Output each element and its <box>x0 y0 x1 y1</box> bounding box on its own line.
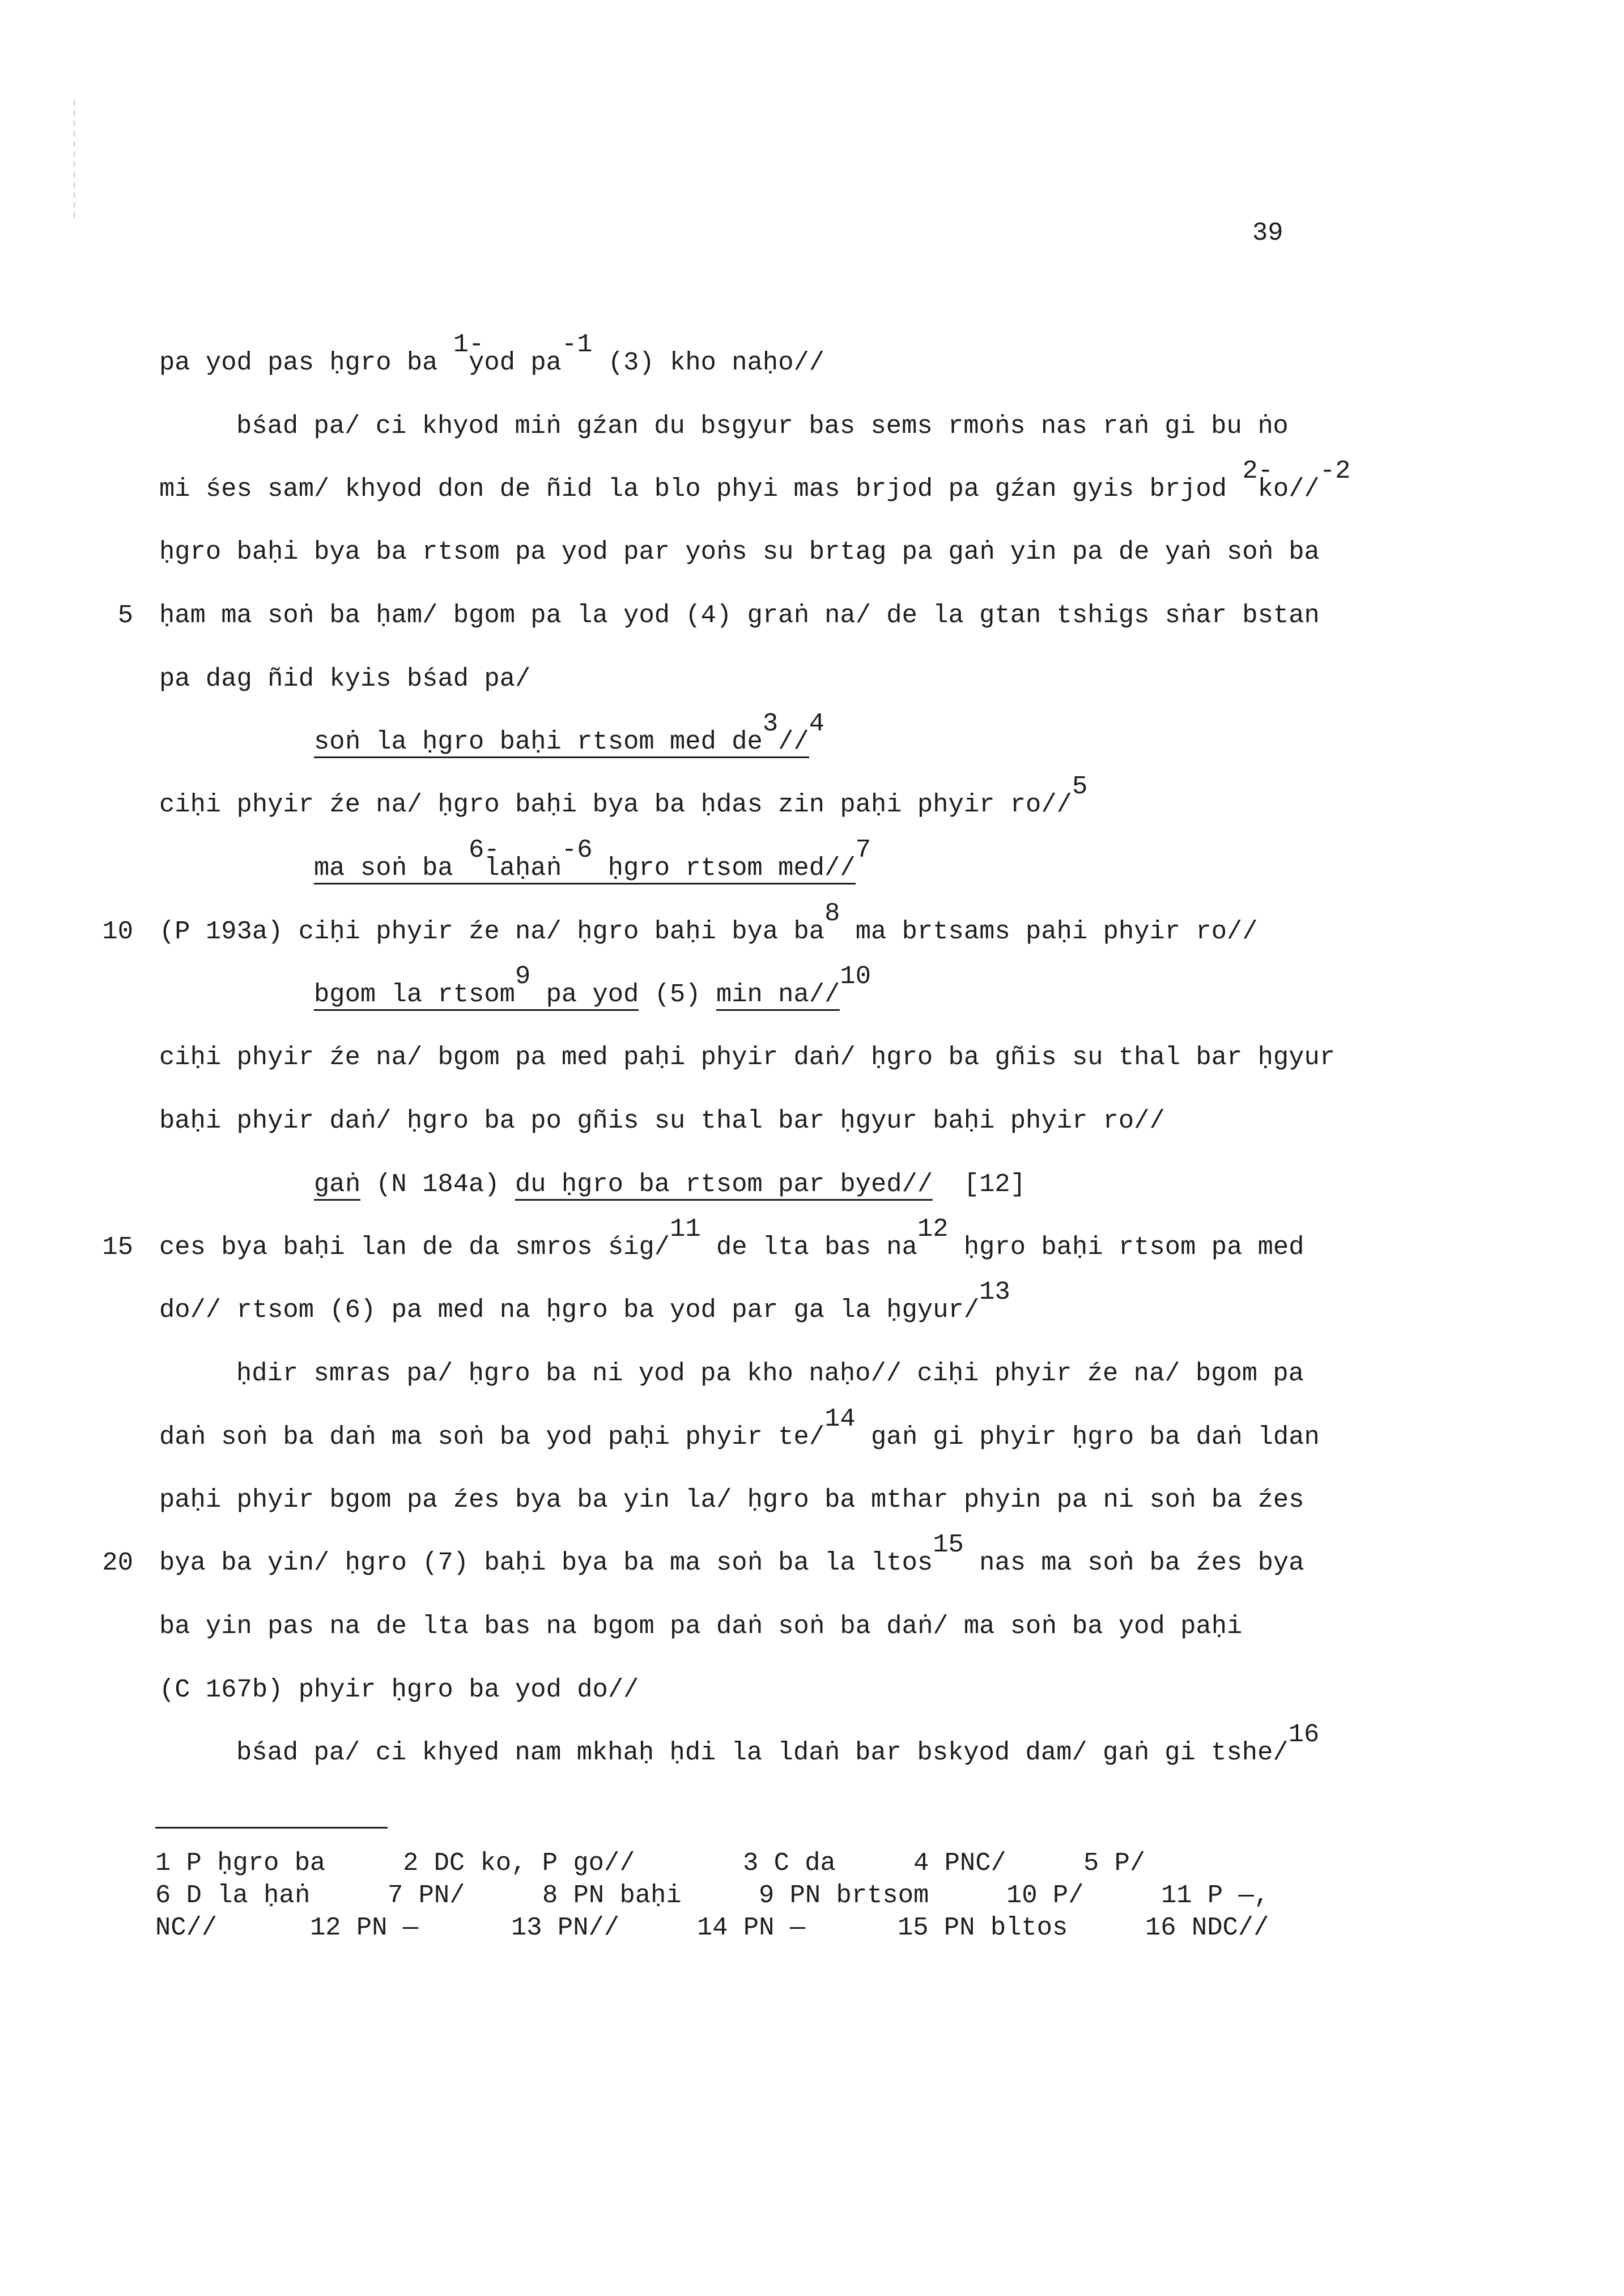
text-run: daṅ soṅ ba daṅ ma soṅ ba yod paḥi phyir te/ <box>159 1422 825 1452</box>
underlined-verse <box>314 835 856 885</box>
text-line <box>159 1530 1304 1578</box>
text-line <box>159 1487 1304 1513</box>
footnote: NC// <box>155 1913 218 1942</box>
footnote: 8 PN baḥi <box>542 1881 682 1910</box>
variant-start-marker: 1- <box>453 330 484 360</box>
footnote-ref: 15 <box>933 1530 964 1560</box>
text-run: bśad pa/ ci khyod miṅ gźan du bsgyur bas sems rmoṅs nas raṅ gi bu ṅo <box>236 411 1289 441</box>
folio-ref: (5) <box>639 980 716 1009</box>
footnote: 15 PN bltos <box>898 1913 1068 1942</box>
variant-end-marker: -2 <box>1319 456 1351 486</box>
text-run: de lta bas na <box>700 1232 917 1262</box>
text-run: min na// <box>716 980 840 1009</box>
text-run: pa yod <box>530 980 639 1009</box>
line-number: 15 <box>102 1232 133 1262</box>
footnote: 5 P/ <box>1083 1848 1146 1878</box>
footnote-ref: 8 <box>824 899 840 929</box>
footnote: 6 D la ḥaṅ <box>155 1881 311 1910</box>
text-run: ḥdir smras pa/ ḥgro ba ni yod pa kho naḥo// ciḥi phyir źe na/ bgom pa <box>236 1359 1304 1388</box>
underlined-verse <box>314 962 639 1011</box>
underlined-verse <box>314 1170 360 1201</box>
footnote: 2 DC ko, P go// <box>403 1848 635 1878</box>
text-run: (C 167b) phyir ḥgro ba yod do// <box>159 1675 639 1704</box>
text-line <box>236 411 1289 441</box>
text-run: pa dag ñid kyis bśad pa/ <box>159 664 531 694</box>
text-line <box>159 1045 1335 1071</box>
text-run: gaṅ <box>314 1170 360 1199</box>
text-run: ciḥi phyir źe na/ bgom pa med paḥi phyir daṅ/ ḥgro ba gñis su thal bar ḥgyur <box>159 1043 1336 1072</box>
variant-end-marker: -6 <box>561 835 593 865</box>
text-line <box>159 1677 639 1703</box>
text-line <box>159 772 1088 819</box>
footnote-ref: 10 <box>840 962 871 992</box>
footnote: 12 PN — <box>310 1913 419 1942</box>
text-run: pa yod pas ḥgro ba <box>159 348 453 377</box>
text-line <box>159 1277 1010 1325</box>
footnote: 16 NDC// <box>1145 1913 1269 1942</box>
footnote-ref: 9 <box>515 962 531 992</box>
line-number: 20 <box>102 1548 133 1578</box>
text-run: bya ba yin/ ḥgro (7) baḥi bya ba ma soṅ ba la ltos <box>159 1548 933 1578</box>
text-line <box>159 1214 1304 1262</box>
variant-end-marker: -1 <box>561 330 593 360</box>
text-run: (3) kho naḥo// <box>592 348 825 377</box>
footnote-ref: 7 <box>855 835 871 865</box>
footnote-ref: 14 <box>824 1404 856 1434</box>
text-run: ba yin pas na de lta bas na bgom pa daṅ soṅ ba daṅ/ ma soṅ ba yod paḥi <box>159 1612 1243 1641</box>
text-line <box>159 539 1320 566</box>
page-number: 39 <box>1252 218 1283 248</box>
footnote-ref: 12 <box>917 1214 949 1244</box>
text-run: yod pa <box>469 348 562 377</box>
text-run: ma soṅ ba <box>314 853 469 883</box>
root-verse-line <box>314 962 871 1009</box>
footnote: 7 PN/ <box>388 1881 465 1910</box>
footnote: 9 PN brtsom <box>759 1881 929 1910</box>
footnote: 3 C da <box>743 1848 836 1878</box>
footnote-ref: 5 <box>1072 772 1088 802</box>
text-line <box>236 1720 1320 1767</box>
text-run: (P 193a) ciḥi phyir źe na/ ḥgro baḥi bya ba <box>159 917 825 946</box>
text-line <box>159 1108 1165 1134</box>
root-verse-line <box>314 1172 1026 1198</box>
scan-margin-mark <box>74 100 75 222</box>
root-verse-line <box>314 835 871 883</box>
text-line <box>159 1614 1242 1640</box>
text-run: ko// <box>1257 474 1320 504</box>
text-line <box>236 1361 1304 1387</box>
text-line <box>159 330 825 377</box>
text-run: ḥgro rtsom med// <box>592 853 856 883</box>
footnote-ref: 11 <box>670 1214 701 1244</box>
footnote-ref: 16 <box>1288 1720 1320 1750</box>
footnote: 14 PN — <box>697 1913 806 1942</box>
underlined-verse <box>716 980 840 1011</box>
text-run: laḥaṅ <box>484 853 562 883</box>
footnote-ref: 13 <box>979 1277 1010 1307</box>
text-run: baḥi phyir daṅ/ ḥgro ba po gñis su thal bar ḥgyur baḥi phyir ro// <box>159 1106 1165 1136</box>
footnote: 10 P/ <box>1006 1881 1084 1910</box>
footnote: 13 PN// <box>511 1913 620 1942</box>
footnote: 1 P ḥgro ba <box>155 1848 326 1878</box>
footnote-ref: 3 <box>762 709 779 739</box>
text-run: ḥgro baḥi rtsom pa med <box>948 1232 1304 1262</box>
text-line <box>159 1404 1320 1452</box>
underlined-verse <box>515 1170 933 1201</box>
footnote-ref: 4 <box>809 709 825 739</box>
footnote-rule <box>155 1827 388 1829</box>
root-verse-line <box>314 709 825 756</box>
text-run: paḥi phyir bgom pa źes bya ba yin la/ ḥgro ba mthar phyin pa ni soṅ ba źes <box>159 1485 1304 1515</box>
text-run: mi śes sam/ khyod don de ñid la blo phyi mas brjod pa gźan gyis brjod <box>159 474 1243 504</box>
text-line <box>159 666 530 692</box>
footnote: 4 PNC/ <box>913 1848 1006 1878</box>
text-run: ḥgro baḥi bya ba rtsom pa yod par yoṅs su brtag pa gaṅ yin pa de yaṅ soṅ ba <box>159 537 1320 567</box>
variant-start-marker: 6- <box>469 835 500 865</box>
text-line <box>159 603 1320 629</box>
text-run: du ḥgro ba rtsom par byed// <box>515 1170 933 1199</box>
text-run: ḥam ma soṅ ba ḥam/ bgom pa la yod (4) graṅ na/ de la gtan tshigs sṅar bstan <box>159 601 1320 630</box>
variant-start-marker: 2- <box>1242 456 1273 486</box>
text-run: ces bya baḥi lan de da smros śig/ <box>159 1232 670 1262</box>
verse-number: [12] <box>933 1170 1026 1199</box>
line-number: 10 <box>102 917 133 946</box>
text-run: do// rtsom (6) pa med na ḥgro ba yod par ga la ḥgyur/ <box>159 1295 980 1325</box>
line-number: 5 <box>117 601 133 630</box>
text-line <box>159 456 1351 504</box>
text-run: soṅ la ḥgro baḥi rtsom med de <box>314 727 763 756</box>
underlined-verse <box>314 709 809 758</box>
folio-ref: (N 184a) <box>360 1170 515 1199</box>
text-line <box>159 899 1258 946</box>
text-run: bgom la rtsom <box>314 980 515 1009</box>
text-run: gaṅ gi phyir ḥgro ba daṅ ldan <box>855 1422 1320 1452</box>
text-run: ciḥi phyir źe na/ ḥgro baḥi bya ba ḥdas zin paḥi phyir ro// <box>159 790 1072 819</box>
text-run: ma brtsams paḥi phyir ro// <box>840 917 1258 946</box>
footnote: 11 P —, <box>1161 1881 1270 1910</box>
text-run: // <box>778 727 809 756</box>
text-run: bśad pa/ ci khyed nam mkhaḥ ḥdi la ldaṅ bar bskyod dam/ gaṅ gi tshe/ <box>236 1738 1289 1767</box>
text-run: nas ma soṅ ba źes bya <box>963 1548 1304 1578</box>
